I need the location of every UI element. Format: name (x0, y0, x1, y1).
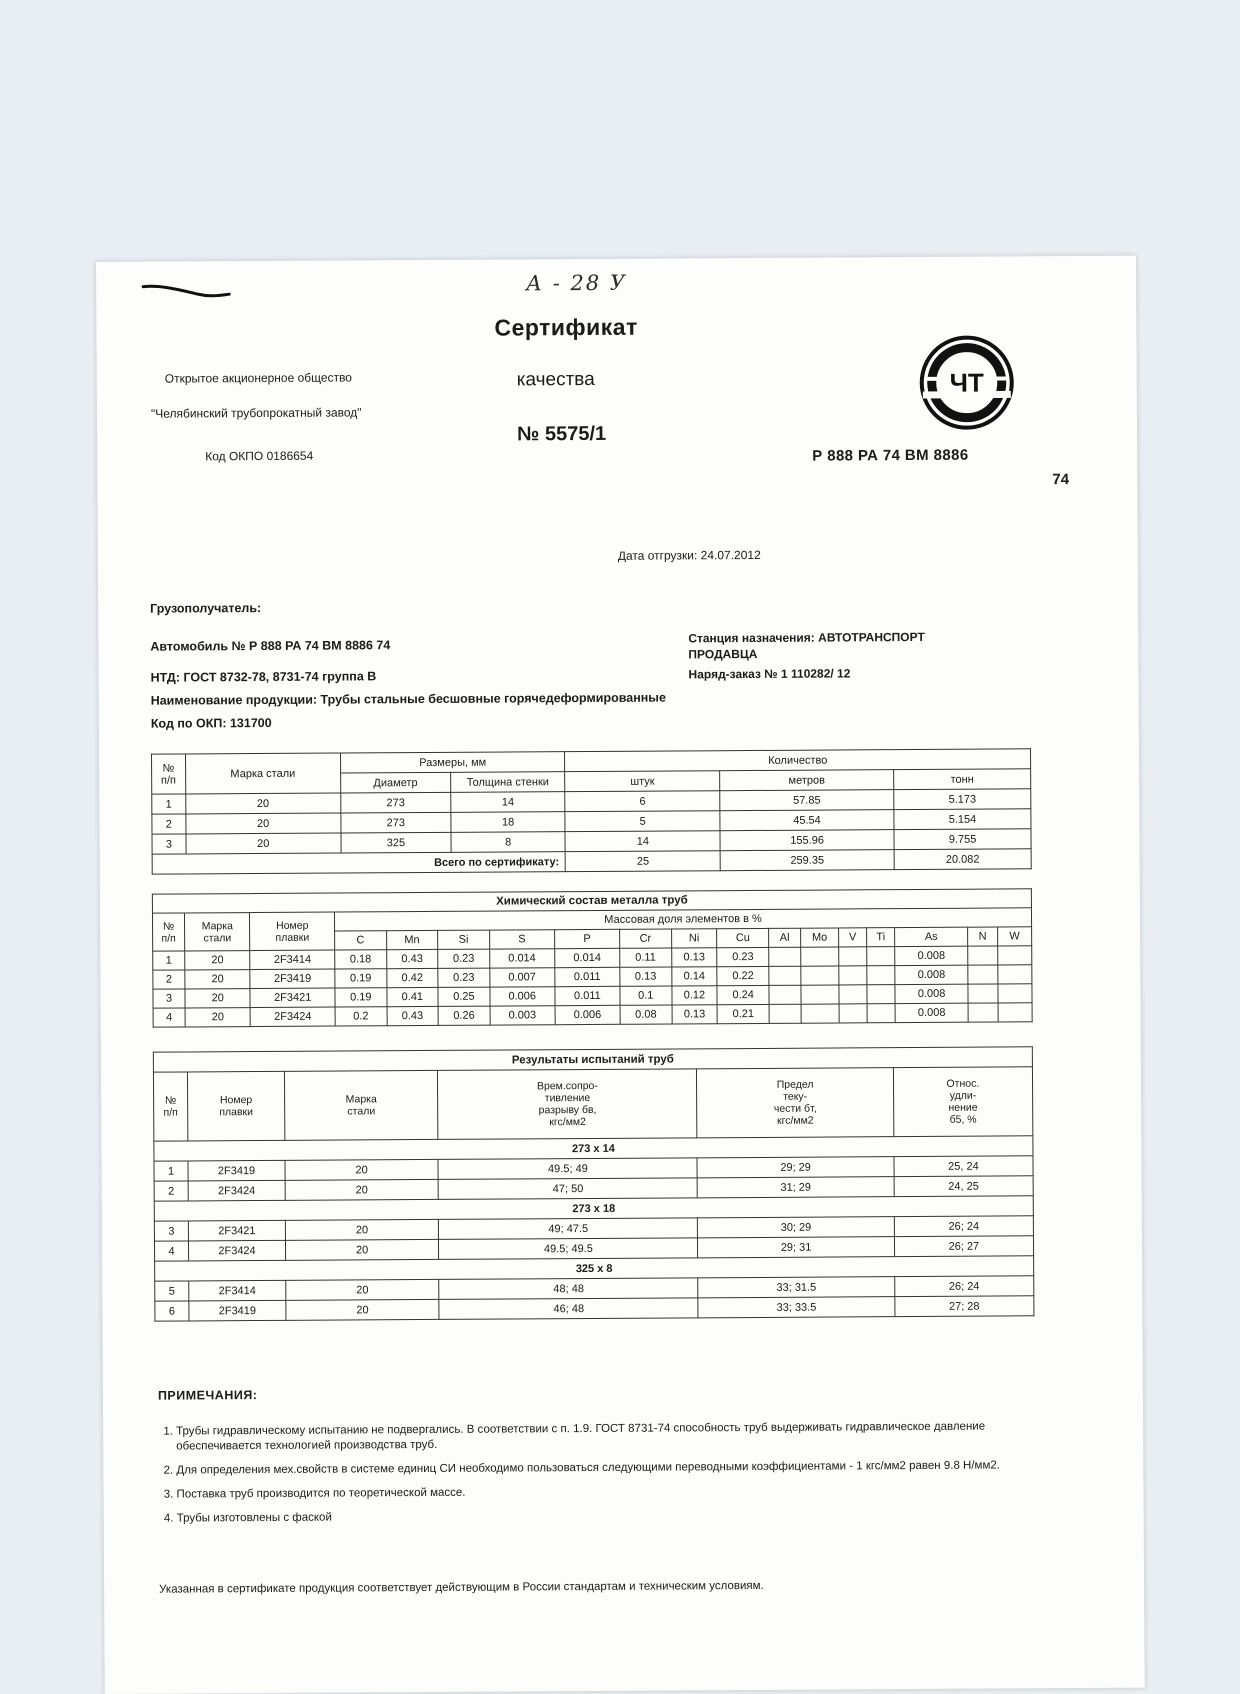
shipment-date: Дата отгрузки: 24.07.2012 (617, 547, 761, 563)
cell-w (998, 946, 1032, 965)
conformity-statement: Указанная в сертификате продукция соответствует действующим в России стандартам и техническим условиям. (159, 1579, 764, 1596)
cell-w (998, 984, 1032, 1003)
cell-si: 0.23 (438, 949, 490, 968)
header-element-mn: Mn (386, 930, 438, 949)
cell-grade: 20 (186, 833, 341, 854)
cell-grade: 20 (185, 970, 250, 989)
cell-heat: 2F3419 (189, 1300, 286, 1321)
svg-text:ЧТ: ЧТ (949, 367, 984, 398)
cell-no: 5 (155, 1281, 189, 1301)
cell-ti (867, 1004, 895, 1023)
total-meters: 259.35 (720, 850, 894, 871)
handwritten-number: А - 28 У (526, 270, 628, 296)
cell-tons: 5.173 (894, 789, 1031, 810)
table-total-row (152, 849, 1031, 874)
cell-heat: 2F3414 (250, 950, 335, 970)
total-pieces: 25 (566, 851, 721, 872)
cell-mo (801, 1004, 839, 1023)
notes-title: ПРИМЕЧАНИЯ: (157, 1388, 258, 1403)
cell-grade: 20 (185, 1008, 250, 1027)
cell-grade: 20 (286, 1299, 440, 1320)
cell-al (769, 1004, 801, 1023)
cell-diameter: 325 (341, 832, 451, 853)
cell-al (769, 947, 801, 966)
cell-n (968, 965, 998, 984)
cell-ni: 0.13 (671, 948, 717, 967)
header-element-w: W (998, 927, 1032, 946)
cell-v (839, 966, 867, 985)
cell-grade: 20 (185, 951, 250, 970)
chem-table-caption: Химический состав металла труб (152, 889, 1031, 913)
cell-grade: 20 (285, 1239, 439, 1260)
cell-mn: 0.42 (386, 968, 438, 987)
cell-c: 0.19 (335, 969, 387, 988)
cell-no: 3 (152, 834, 186, 854)
cell-elongation: 24, 25 (894, 1176, 1033, 1197)
cell-mn: 0.43 (386, 949, 438, 968)
cell-cr: 0.08 (620, 1005, 672, 1024)
header-meters: метров (720, 770, 894, 791)
cell-diameter: 273 (341, 792, 451, 813)
cell-as: 0.008 (895, 984, 968, 1003)
cell-heat: 2F3414 (189, 1280, 286, 1301)
okpo-code: Код ОКПО 0186654 (205, 448, 314, 464)
cell-as: 0.008 (895, 1003, 968, 1022)
cell-cu: 0.23 (717, 947, 769, 966)
cell-no: 2 (153, 970, 185, 989)
header-element-n: N (968, 927, 998, 946)
results-table-caption: Результаты испытаний труб (153, 1047, 1032, 1072)
cell-grade: 20 (285, 1179, 439, 1200)
header-tons: тонн (894, 769, 1031, 790)
cell-tensile: 46; 48 (439, 1298, 698, 1320)
header-element-mo: Mo (801, 928, 839, 947)
product-name-line: Наименование продукции: Трубы стальные бесшовные горячедеформированные (150, 690, 666, 708)
cell-pieces: 14 (565, 831, 720, 852)
cell-p: 0.014 (555, 948, 620, 967)
cell-mn: 0.43 (387, 1006, 439, 1025)
total-tons: 20.082 (894, 849, 1031, 870)
cell-ni: 0.13 (672, 1005, 718, 1024)
cell-heat: 2F3424 (188, 1180, 285, 1201)
cell-cu: 0.22 (717, 966, 769, 985)
company-logo-icon (918, 334, 1015, 431)
cell-wall: 14 (451, 792, 566, 813)
cell-meters: 45.54 (720, 810, 894, 831)
document-subtitle: качества (516, 368, 595, 391)
header-elongation: Относ. удли- нение б5, % (893, 1067, 1033, 1137)
cell-n (968, 946, 998, 965)
cell-tensile: 47; 50 (438, 1178, 697, 1200)
cell-as: 0.008 (895, 965, 968, 984)
note-item: 4. Трубы изготовлены с фаской (177, 1506, 1049, 1526)
document-title: Сертификат (494, 313, 638, 341)
cell-heat: 2F3421 (250, 988, 335, 1008)
certificate-number: № 5575/1 (516, 422, 607, 446)
cell-cr: 0.11 (620, 948, 672, 967)
cell-v (839, 1004, 867, 1023)
cell-no: 1 (152, 794, 186, 814)
header-quantity-group: Количество (565, 749, 1031, 772)
header-element-al: Al (769, 928, 801, 947)
header-yield: Предел теку- чести бт, кгс/мм2 (697, 1068, 894, 1138)
cell-grade: 20 (286, 1279, 440, 1300)
sizes-quantity-table (151, 748, 1032, 874)
cell-heat: 2F3419 (250, 969, 335, 989)
header-no: № п/п (152, 754, 186, 794)
cell-no: 4 (154, 1241, 188, 1261)
cell-yield: 33; 33.5 (698, 1297, 894, 1318)
cell-n (968, 984, 998, 1003)
cell-meters: 57.85 (720, 790, 894, 811)
cell-heat: 2F3421 (188, 1220, 285, 1241)
cell-cr: 0.13 (620, 967, 672, 986)
consignee-label: Грузополучатель: (150, 600, 262, 616)
cell-wall: 8 (451, 832, 566, 853)
total-label: Всего по сертификату: (152, 852, 566, 875)
group-label: 325 х 8 (155, 1256, 1034, 1281)
cell-ti (867, 985, 895, 1004)
cell-tensile: 49.5; 49 (438, 1158, 697, 1180)
cell-ni: 0.14 (671, 967, 717, 986)
cell-grade: 20 (285, 1159, 439, 1180)
destination-station (688, 629, 925, 662)
cell-p: 0.011 (555, 986, 620, 1005)
cell-yield: 33; 31.5 (698, 1277, 894, 1298)
destination-station-value2: ПРОДАВЦА (688, 646, 758, 662)
header-steel-grade: Марка стали (185, 753, 340, 794)
cell-tensile: 49.5; 49.5 (439, 1238, 698, 1260)
cell-s: 0.003 (490, 1006, 555, 1025)
header-element-ti: Ti (867, 928, 895, 947)
vehicle-plate-line2: 74 (1052, 471, 1070, 489)
cell-p: 0.006 (555, 1005, 620, 1024)
cell-yield: 30; 29 (698, 1217, 894, 1238)
table-header-row (153, 1067, 1032, 1141)
header-element-ni: Ni (671, 929, 717, 948)
header-diameter: Диаметр (340, 772, 450, 793)
cell-elongation: 26; 27 (894, 1236, 1033, 1257)
cell-grade: 20 (185, 989, 250, 1008)
header-sizes-group: Размеры, мм (340, 752, 565, 773)
header-tensile: Врем.сопро- тивление разрыву бв, кгс/мм2 (438, 1069, 698, 1140)
cell-wall: 18 (451, 812, 566, 833)
header-element-si: Si (438, 930, 490, 949)
table-row (155, 1296, 1034, 1321)
note-item: 3. Поставка труб производится по теоретической массе. (176, 1482, 1048, 1502)
cell-grade: 20 (185, 813, 340, 834)
chemical-composition-table (152, 888, 1033, 1027)
cell-no: 2 (154, 1181, 188, 1201)
cell-ti (867, 966, 895, 985)
test-results-table (153, 1046, 1035, 1321)
notes-section (158, 1419, 1049, 1535)
okp-code-line: Код по ОКП: 131700 (150, 715, 272, 731)
cell-tons: 9.755 (894, 829, 1031, 850)
cell-no: 1 (153, 951, 185, 970)
cell-as: 0.008 (895, 946, 968, 965)
header-heat: Номер плавки (250, 912, 335, 951)
cell-pieces: 6 (565, 791, 720, 812)
handwritten-scribble-icon (141, 283, 231, 300)
cell-no: 4 (153, 1008, 185, 1027)
cell-p: 0.011 (555, 967, 620, 986)
cell-mo (801, 966, 839, 985)
cell-c: 0.19 (335, 988, 387, 1007)
cell-elongation: 25, 24 (894, 1156, 1033, 1177)
cell-ti (867, 947, 895, 966)
cell-yield: 29; 29 (697, 1157, 893, 1178)
cell-heat: 2F3424 (250, 1007, 335, 1027)
cell-w (998, 965, 1032, 984)
cell-grade: 20 (285, 1219, 439, 1240)
header-no: № п/п (152, 913, 184, 951)
header-element-as: As (895, 927, 968, 946)
cell-mo (801, 985, 839, 1004)
ntd-line: НТД: ГОСТ 8732-78, 8731-74 группа В (150, 669, 377, 685)
group-label: 273 х 18 (154, 1196, 1033, 1221)
header-element-cu: Cu (717, 928, 769, 947)
cell-s: 0.007 (490, 968, 555, 987)
cell-tensile: 49; 47.5 (439, 1218, 698, 1240)
header-element-cr: Cr (620, 929, 672, 948)
cell-cu: 0.21 (717, 1004, 769, 1023)
cell-s: 0.014 (489, 949, 554, 968)
note-item: 2. Для определения мех.свойств в системе единиц СИ необходимо пользоваться следующими переводными коэффициентами - 1 кгс/мм2 равен 9.8 Н/мм2. (176, 1458, 1048, 1478)
cell-cu: 0.24 (717, 985, 769, 1004)
cell-heat: 2F3424 (188, 1240, 285, 1261)
header-heat: Номер плавки (187, 1071, 284, 1141)
cell-diameter: 273 (341, 812, 451, 833)
cell-heat: 2F3419 (188, 1160, 285, 1181)
cell-mo (801, 947, 839, 966)
cell-ni: 0.12 (671, 986, 717, 1005)
header-elements-group: Массовая доля элементов в % (334, 908, 1031, 931)
header-pieces: штук (565, 771, 720, 792)
cell-s: 0.006 (490, 987, 555, 1006)
cell-elongation: 27; 28 (895, 1296, 1034, 1317)
cell-yield: 31; 29 (698, 1177, 894, 1198)
header-element-c: C (335, 931, 387, 950)
destination-station-value: АВТОТРАНСПОРТ (818, 629, 925, 645)
header-element-v: V (839, 928, 867, 947)
cell-no: 3 (153, 989, 185, 1008)
cell-v (839, 947, 867, 966)
header-no: № п/п (153, 1072, 187, 1141)
cell-c: 0.2 (335, 1007, 387, 1026)
cell-elongation: 26; 24 (894, 1216, 1033, 1237)
header-wall: Толщина стенки (450, 772, 565, 793)
cell-meters: 155.96 (720, 830, 894, 851)
table-row (153, 1003, 1032, 1027)
cell-w (998, 1003, 1032, 1022)
vehicle-line: Автомобиль № Р 888 РА 74 ВМ 8886 74 (150, 638, 391, 654)
cell-grade: 20 (185, 793, 340, 814)
cell-yield: 29; 31 (698, 1237, 894, 1258)
organization-line-1: Открытое акционерное общество (164, 370, 353, 386)
cell-no: 2 (152, 814, 186, 834)
organization-line-2: "Челябинский трубопрокатный завод" (150, 405, 362, 421)
cell-no: 6 (155, 1301, 189, 1321)
order-number-line: Наряд-заказ № 1 110282/ 12 (688, 666, 851, 682)
destination-station-label: Станция назначения: (688, 630, 815, 646)
cell-cr: 0.1 (620, 986, 672, 1005)
cell-v (839, 985, 867, 1004)
note-item: 1. Трубы гидравлическому испытанию не подвергались. В соответствии с п. 1.9. ГОСТ 8731-74 способность труб выдерживать гидравлическое давление обеспечивается технологией производства труб. (176, 1419, 1048, 1454)
header-element-p: P (554, 929, 619, 948)
header-grade: Марка стали (284, 1070, 438, 1140)
cell-si: 0.25 (438, 987, 490, 1006)
cell-tensile: 48; 48 (439, 1278, 698, 1300)
cell-si: 0.26 (438, 1006, 490, 1025)
cell-n (968, 1003, 998, 1022)
header-grade: Марка стали (185, 913, 251, 951)
cell-mn: 0.41 (387, 987, 439, 1006)
vehicle-plate-line1: Р 888 РА 74 ВМ 8886 (812, 446, 969, 465)
cell-no: 1 (154, 1161, 188, 1181)
cell-elongation: 26; 24 (894, 1276, 1033, 1297)
cell-si: 0.23 (438, 968, 490, 987)
cell-c: 0.18 (335, 950, 387, 969)
cell-tons: 5.154 (894, 809, 1031, 830)
certificate-document (96, 256, 1145, 1694)
group-label: 273 х 14 (154, 1136, 1033, 1161)
cell-no: 3 (154, 1221, 188, 1241)
cell-al (769, 985, 801, 1004)
cell-al (769, 966, 801, 985)
cell-pieces: 5 (565, 811, 720, 832)
header-element-s: S (489, 930, 554, 949)
